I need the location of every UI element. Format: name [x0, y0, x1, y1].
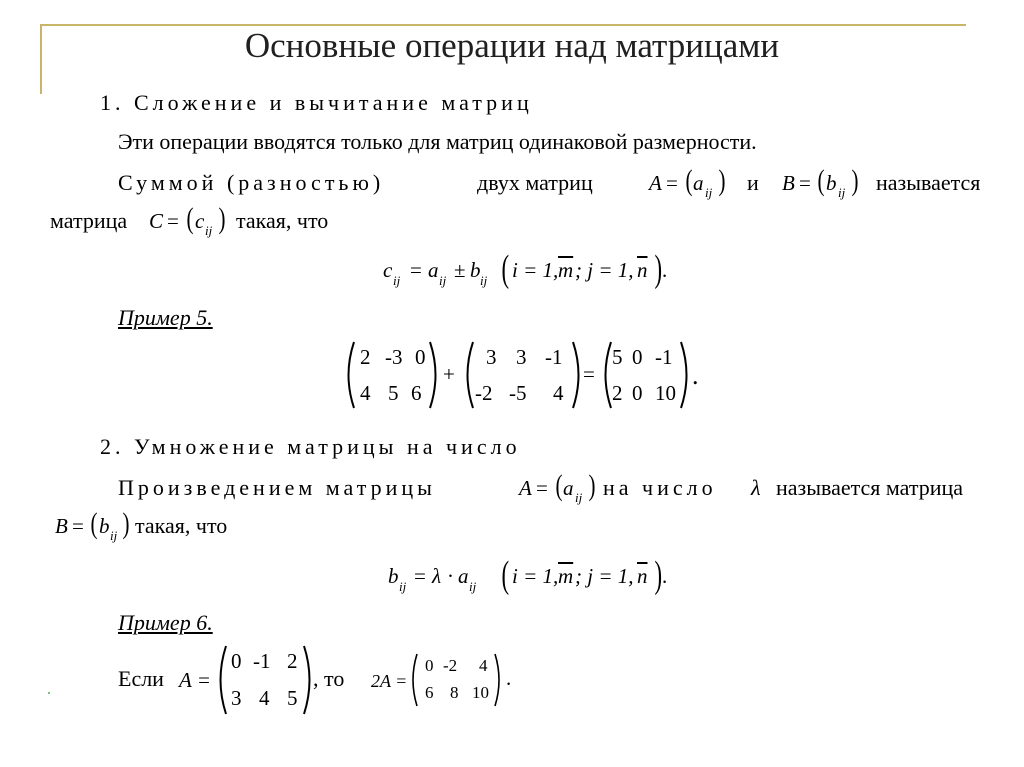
math-symbol: $\overline{n}$	[637, 564, 648, 588]
m3-cell: 10	[655, 381, 676, 405]
math-symbol: =	[799, 171, 811, 195]
math-symbol: $\overline{n}$	[637, 258, 648, 282]
math-symbol: ij	[439, 273, 447, 288]
math-symbol: $\overline{m}$	[558, 564, 574, 588]
m6b-cell: 6	[425, 683, 434, 702]
math-symbol: ij	[205, 223, 213, 238]
example6-label: Пример 6.	[118, 610, 213, 635]
product-definition-called: называется матрица	[776, 475, 964, 500]
sum-definition-term: Суммой (разностью)	[118, 170, 385, 195]
example6-period: .	[506, 666, 512, 690]
math-symbol: )	[851, 164, 859, 197]
example5-equals: =	[583, 362, 595, 386]
math-symbol: .	[662, 564, 668, 588]
math-symbol: (	[685, 164, 693, 197]
math-symbol: (	[817, 164, 825, 197]
math-symbol: (	[186, 202, 194, 235]
m1-cell: 0	[415, 345, 426, 369]
math-symbol: i = 1,	[512, 258, 559, 282]
slide-title: Основные операции над матрицами	[244, 26, 780, 65]
math-symbol: )	[122, 507, 130, 540]
math-symbol: a	[428, 258, 439, 282]
math-symbol: ij	[575, 490, 583, 505]
example6-if: Если	[118, 666, 164, 691]
math-symbol: c	[195, 209, 205, 233]
m6b-cell: 10	[472, 683, 489, 702]
math-symbol: =	[666, 171, 678, 195]
m6b-cell: 8	[450, 683, 459, 702]
m2-cell: 4	[553, 381, 564, 405]
math-symbol: )	[588, 469, 596, 502]
m2-cell: 3	[486, 345, 497, 369]
math-symbol: ; j = 1,	[575, 258, 634, 282]
m2-cell: 3	[516, 345, 527, 369]
section1-intro: Эти операции вводятся только для матриц одинаковой размерности.	[118, 129, 757, 154]
math-symbol: =	[167, 209, 179, 233]
m1-cell: 6	[411, 381, 422, 405]
math-symbol: $\overline{m}$	[558, 258, 574, 282]
math-symbol: ij	[705, 185, 713, 200]
math-symbol: b	[470, 258, 481, 282]
m6b-cell: -2	[443, 656, 458, 675]
decorative-dot	[48, 692, 50, 694]
math-symbol: i = 1,	[512, 564, 559, 588]
math-symbol: ij	[110, 528, 118, 543]
math-symbol: =	[72, 514, 84, 538]
math-symbol: b	[826, 171, 837, 195]
math-symbol: =	[410, 258, 422, 282]
example6-lhs: A =	[179, 668, 211, 692]
math-symbol: C	[149, 209, 164, 233]
math-symbol: )	[718, 164, 726, 197]
math-symbol: (	[501, 248, 510, 290]
m6a-cell: 5	[287, 686, 298, 710]
math-symbol: b	[388, 564, 399, 588]
math-symbol: a	[693, 171, 704, 195]
math-symbol: λ	[432, 564, 442, 588]
math-symbol: a	[563, 476, 574, 500]
math-symbol: =	[536, 476, 548, 500]
math-symbol: A	[519, 476, 532, 500]
math-symbol: ±	[454, 258, 466, 282]
math-symbol: ij	[838, 185, 846, 200]
math-symbol: b	[99, 514, 110, 538]
m1-cell: 5	[388, 381, 399, 405]
m6b-cell: 0	[425, 656, 434, 675]
math-symbol: =	[414, 564, 426, 588]
math-symbol: c	[383, 258, 393, 282]
math-symbol: (	[90, 507, 98, 540]
m6a-cell: 0	[231, 649, 242, 673]
m3-cell: 5	[612, 345, 623, 369]
math-symbol: B	[782, 171, 795, 195]
m6b-cell: 4	[479, 656, 488, 675]
m2-cell: -2	[475, 381, 493, 405]
m3-cell: -1	[655, 345, 673, 369]
m3-cell: 0	[632, 381, 643, 405]
math-symbol: .	[662, 258, 668, 282]
m3-cell: 0	[632, 345, 643, 369]
m1-cell: -3	[385, 345, 403, 369]
math-symbol: )	[654, 554, 663, 596]
sum-definition-mid: двух матриц	[477, 170, 593, 195]
sum-definition-such-that: такая, что	[236, 208, 329, 233]
example5-plus: +	[443, 362, 455, 386]
example5-label: Пример 5.	[118, 305, 213, 330]
example5-period: .	[692, 361, 699, 390]
section2-heading: 2. Умножение матрицы на число	[100, 434, 521, 459]
m2-cell: -1	[545, 345, 563, 369]
math-symbol: ij	[480, 273, 488, 288]
math-symbol: ·	[447, 564, 454, 588]
math-symbol: ; j = 1,	[575, 564, 634, 588]
m3-cell: 2	[612, 381, 623, 405]
math-symbol: ij	[393, 273, 401, 288]
product-definition-such-that: такая, что	[135, 513, 228, 538]
math-symbol: )	[654, 248, 663, 290]
section1-heading: 1. Сложение и вычитание матриц	[100, 90, 533, 115]
lambda-symbol: λ	[751, 475, 761, 500]
m6a-cell: -1	[253, 649, 271, 673]
m6a-cell: 4	[259, 686, 270, 710]
m2-cell: -5	[509, 381, 527, 405]
example6-lhs2: 2A =	[371, 671, 408, 691]
math-symbol: (	[501, 554, 510, 596]
math-symbol: )	[218, 202, 226, 235]
math-symbol: A	[649, 171, 662, 195]
math-symbol: ij	[399, 579, 407, 594]
product-definition-term: Произведением матрицы	[118, 475, 436, 500]
m1-cell: 2	[360, 345, 371, 369]
math-symbol: a	[458, 564, 469, 588]
math-symbol: ij	[469, 579, 477, 594]
math-symbol: (	[555, 469, 563, 502]
m6a-cell: 3	[231, 686, 242, 710]
m1-cell: 4	[360, 381, 371, 405]
m6a-cell: 2	[287, 649, 298, 673]
sum-definition-called: называется	[876, 170, 981, 195]
sum-definition-matrix: матрица	[50, 208, 128, 233]
product-definition-mid: на число	[603, 475, 717, 500]
example6-then: , то	[313, 666, 345, 691]
math-symbol: B	[55, 514, 68, 538]
sum-definition-and: и	[747, 170, 759, 195]
